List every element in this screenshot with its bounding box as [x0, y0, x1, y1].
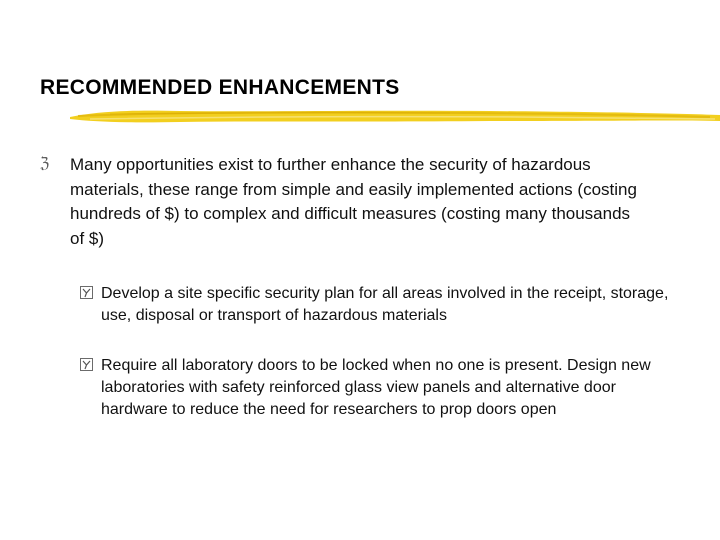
slide-title: RECOMMENDED ENHANCEMENTS — [40, 76, 400, 99]
sub-bullet-site-security-plan — [78, 283, 678, 327]
z-bullet-icon: ℨ — [40, 154, 50, 172]
main-bullet-text: Many opportunities exist to further enhance the security of hazardous materials, these range from simple and easily implemented actions (costing hundreds of $) to complex and difficult measures (costing many thousands of $) — [70, 155, 637, 248]
main-bullet — [40, 153, 640, 251]
checkbox-y-icon — [80, 358, 93, 371]
sub-bullet-laboratory-doors — [78, 355, 678, 421]
sub-bullet-text: Require all laboratory doors to be locked when no one is present. Design new laboratories with safety reinforced glass view panels and alternative door hardware to reduce the need for researchers to prop doors open — [101, 357, 651, 418]
title-underline-brush-stroke — [70, 106, 720, 128]
checkbox-y-icon — [80, 286, 93, 299]
sub-bullet-text: Develop a site specific security plan for all areas involved in the receipt, storage, use, disposal or transport of hazardous materials — [101, 285, 669, 324]
